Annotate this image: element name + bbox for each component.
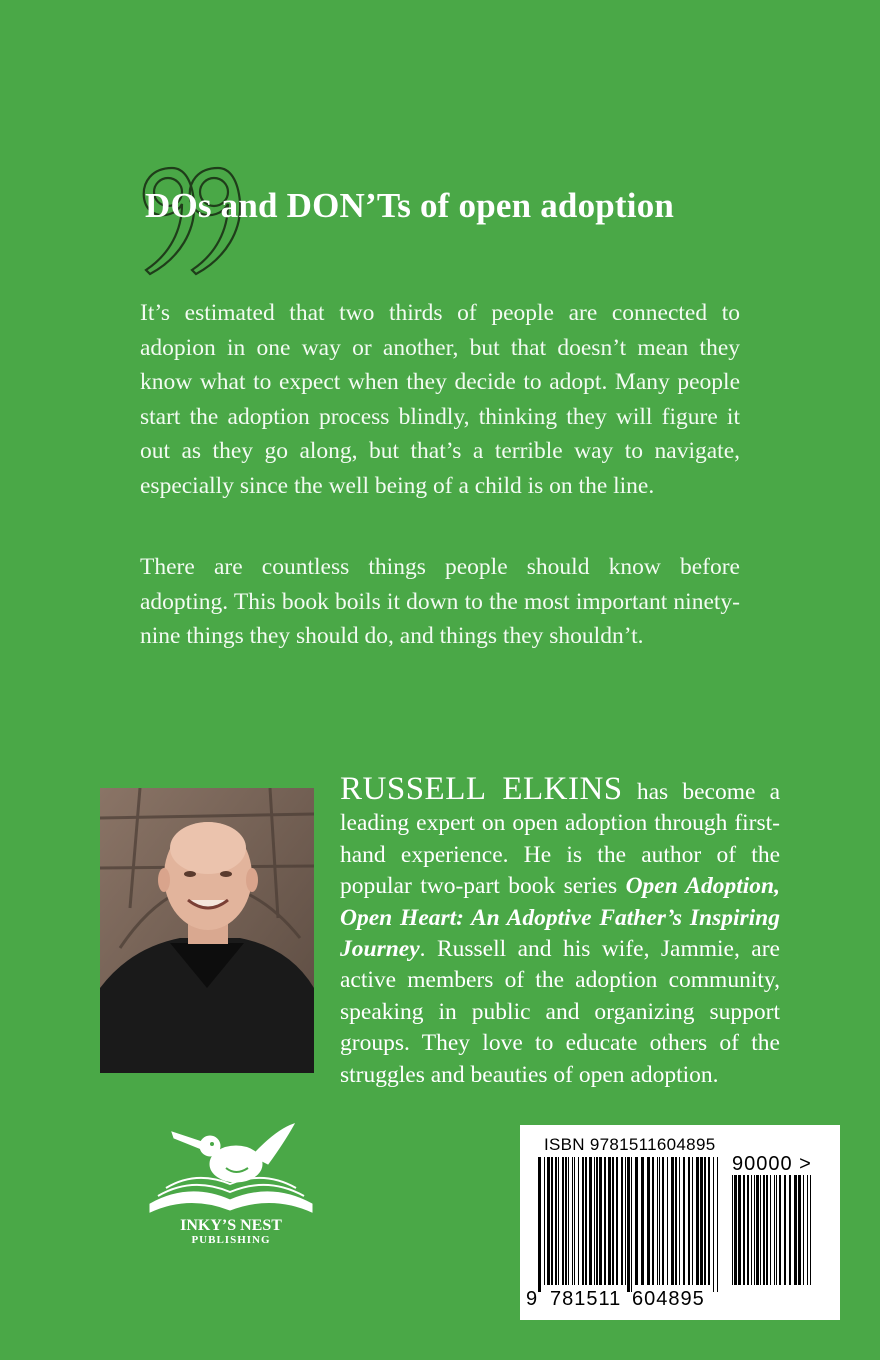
barcode-bar (798, 1175, 801, 1285)
barcode-bar (574, 1157, 575, 1285)
barcode-bar (572, 1157, 573, 1285)
barcode-bar (700, 1157, 703, 1285)
barcode-bar (551, 1157, 553, 1285)
barcode-bar (641, 1157, 644, 1285)
barcode-bar (659, 1157, 660, 1285)
barcode-bar (675, 1157, 677, 1285)
barcode-bar (578, 1157, 579, 1285)
barcode-bar (683, 1157, 685, 1285)
price-code: 90000 > (732, 1153, 812, 1175)
barcode-bar (616, 1157, 618, 1285)
barcode-bar (625, 1157, 626, 1285)
barcode-digit-lead: 9 (526, 1288, 539, 1310)
author-name: RUSSELL ELKINS (340, 771, 623, 807)
barcode-bar (599, 1157, 602, 1285)
book-tagline-title: DOs and DON’Ts of open adoption (145, 186, 675, 225)
barcode-bar (652, 1157, 654, 1285)
barcode-bar (594, 1157, 595, 1285)
barcode-bar (807, 1175, 808, 1285)
barcode-bar (662, 1157, 664, 1285)
barcode-bar (743, 1175, 745, 1285)
barcode-bar (631, 1157, 632, 1292)
barcode-panel (520, 1125, 840, 1320)
barcode-bar (803, 1175, 804, 1285)
barcode-bar (544, 1157, 545, 1285)
barcode-bar (717, 1157, 718, 1292)
barcode-bar (604, 1157, 606, 1285)
barcode-bar (734, 1175, 737, 1285)
barcode-bar (688, 1157, 690, 1285)
barcode-bar (657, 1157, 658, 1285)
barcode-bar (756, 1175, 759, 1285)
barcode-bar (671, 1157, 674, 1285)
barcode-bar (696, 1157, 699, 1285)
barcode-bar (635, 1157, 638, 1285)
barcode-bar (547, 1157, 550, 1285)
isbn-label: ISBN 9781511604895 (544, 1135, 716, 1154)
bio-text-1: has become a leading expert on open adoption through first-hand experience. He is the author of the popular two-part book series (340, 779, 781, 900)
barcode-bar (794, 1175, 797, 1285)
bio-text-2: . Russell and his wife, Jammie, are active members of the adoption community, speaking in public and organizing support groups. They love to educate others of the struggles and beauties of open adoption. (340, 936, 780, 1088)
barcode-bar (760, 1175, 761, 1285)
barcode-bar (585, 1157, 587, 1285)
barcode-bar (747, 1175, 749, 1285)
barcode-bar (774, 1175, 775, 1285)
barcode-bar (568, 1157, 569, 1285)
barcode-bar (754, 1175, 755, 1285)
barcode-bar (692, 1157, 693, 1285)
description-paragraph-2: There are countless things people should know before adopting. This book boils it down to the most important ninety-nine things they should do, and things they shouldn’t. (140, 554, 740, 649)
barcode-bar (784, 1175, 786, 1285)
barcode-digits-right: 604895 (632, 1288, 705, 1310)
barcode-bar (555, 1157, 557, 1285)
barcode-bar (713, 1157, 714, 1292)
barcode-bar (810, 1175, 811, 1285)
barcode-bar (558, 1157, 559, 1285)
barcode-bar (763, 1175, 765, 1285)
barcode-bar (621, 1157, 623, 1285)
barcode-bar (627, 1157, 630, 1292)
price-addon-barcode (730, 1175, 816, 1285)
barcode-bar (538, 1157, 541, 1292)
pelican-on-book-logo (144, 1112, 318, 1247)
publisher-subname: PUBLISHING (191, 1234, 271, 1246)
author-photo (100, 788, 314, 1073)
barcode-bar (667, 1157, 668, 1285)
series-title: Open Adoption, Open Heart: An Adoptive Father’s Inspiring Journey (340, 873, 781, 963)
barcode-bar (647, 1157, 650, 1285)
description-paragraph-1: It’s estimated that two thirds of people are connected to adopion in one way or another, but that doesn’t mean they know what to expect when they decide to adopt. Many people start the adoption process blindly, thinking they will figure it out as they go along, but that’s a terrible way to navigate, especially since the well being of a child is on the line. (140, 300, 740, 499)
publisher-name: INKY’S NEST (180, 1217, 282, 1234)
barcode-bar (704, 1157, 706, 1285)
barcode-bar (612, 1157, 614, 1285)
barcode-bar (732, 1175, 733, 1285)
barcode-bar (589, 1157, 592, 1285)
barcode-bar (708, 1157, 710, 1285)
publisher-logo (144, 1112, 318, 1247)
barcode-bar (751, 1175, 752, 1285)
barcode-bar (779, 1175, 781, 1285)
barcode-bar (608, 1157, 611, 1285)
isbn-barcode (536, 1157, 722, 1292)
barcode-bar (776, 1175, 777, 1285)
barcode-bar (679, 1157, 680, 1285)
barcode-bar (565, 1157, 567, 1285)
barcode-bar (562, 1157, 564, 1285)
barcode-bar (738, 1175, 741, 1285)
barcode-bar (582, 1157, 584, 1285)
author-bio (340, 771, 781, 1091)
barcode-bar (770, 1175, 771, 1285)
barcode-bar (596, 1157, 598, 1285)
barcode-digits-left: 781511 (550, 1288, 622, 1310)
barcode-bar (766, 1175, 768, 1285)
barcode-bar (789, 1175, 791, 1285)
